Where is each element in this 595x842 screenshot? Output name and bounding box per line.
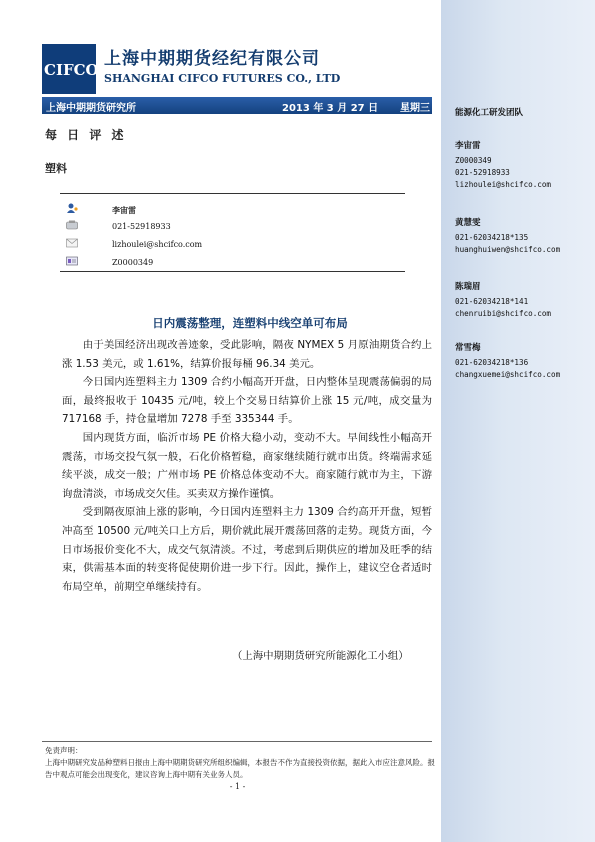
company-name-cn: 上海中期期货经纪有限公司 [104,49,320,69]
member-email: lizhoulei@shcifco.com [455,180,552,189]
article-signature: （上海中期期货研究所能源化工小组） [232,650,409,662]
report-series: 每 日 评 述 [45,128,127,142]
sidebar-member-info [455,232,560,256]
disclaimer-title: 免责声明： [45,746,83,755]
contact-name: 李宙雷 [112,206,136,215]
contact-email: lizhoulei@shcifco.com [112,240,203,249]
report-weekday: 星期三 [400,103,430,114]
member-phone: 021-62034218*136 [455,358,529,367]
sidebar-member-name: 常雪梅 [455,343,481,353]
article-paragraph: 国内现货方面，临沂市场 PE 价格大稳小动，变动不大。早间线性小幅高开震荡，市场交投气氛一般，石化价格暂稳，商家继续随行就市出货。终端需求延续平淡，成交一般；广州市场 PE 价格总体变动不大。商家随行就市为主，下游询盘清淡，市场成交欠佳。买卖双方操作谨慎。 [62,431,432,500]
certificate-icon [66,256,78,266]
sidebar-member-name: 陈瑞眉 [455,282,481,292]
page-number: - 1 - [229,782,246,791]
article-body [62,336,432,596]
phone-icon [66,220,78,230]
member-email: changxuemei@shcifco.com [455,370,561,379]
contact-cert: Z0000349 [112,258,154,267]
sidebar-team-title: 能源化工研发团队 [455,108,524,118]
article-paragraph: 由于美国经济出现改善迹象，受此影响，隔夜 NYMEX 5 月原油期货合约上涨 1.53 美元，或 1.61%，结算价报每桶 96.34 美元。 [62,339,432,370]
divider [60,271,405,272]
logo-text: CIFCO [44,61,99,79]
company-name-en: SHANGHAI CIFCO FUTURES CO., LTD [104,72,341,85]
member-email: chenruibi@shcifco.com [455,309,552,318]
sidebar-panel [441,0,595,842]
sidebar-member-info [455,357,560,381]
person-icon [66,203,78,213]
report-product: 塑料 [45,162,67,175]
divider [42,741,432,742]
disclaimer-body: 上海中期研究发品种塑料日报由上海中期期货研究所组织编辑，本报告不作为直接投资依据，据此入市应注意风险。报告中观点可能会出现变化，建议咨询上海中期有关业务人员。 [45,758,435,779]
sidebar-member-info [455,296,551,320]
member-phone: 021-62034218*141 [455,297,529,306]
email-icon [66,238,78,248]
article-title: 日内震荡整理，连塑料中线空单可布局 [152,316,348,330]
member-phone: 021-52918933 [455,168,510,177]
divider [60,193,405,194]
member-cert: Z0000349 [455,156,492,165]
article-paragraph: 今日国内连塑料主力 1309 合约小幅高开开盘，日内整体呈现震荡偏弱的局面，最终报收于 10435 元/吨，较上个交易日结算价上涨 15 元/吨，成交量为 717168 手，持仓量增加 7278 手至 335344 手。 [62,376,432,426]
contact-phone: 021-52918933 [112,222,171,231]
member-phone: 021-62034218*135 [455,233,529,242]
member-email: huanghuiwen@shcifco.com [455,245,561,254]
sidebar-member-name: 黄慧雯 [455,218,481,228]
sidebar-member-name: 李宙雷 [455,141,481,151]
institute-name: 上海中期期货研究所 [46,103,136,114]
article-paragraph: 受到隔夜原油上涨的影响，今日国内连塑料主力 1309 合约高开开盘，短暂冲高至 10500 元/吨关口上方后，期价就此展开震荡回落的走势。现货方面，今日市场报价变化不大，成交气氛清淡。不过，考虑到后期供应的增加及旺季的结束，供需基本面的转变将促使期价进一步下行。因此，操作上，建议空仓者适时布局空单，前期空单继续持有。 [62,506,432,593]
report-date: 2013 年 3 月 27 日 [282,103,379,114]
sidebar-member-info [455,155,551,191]
